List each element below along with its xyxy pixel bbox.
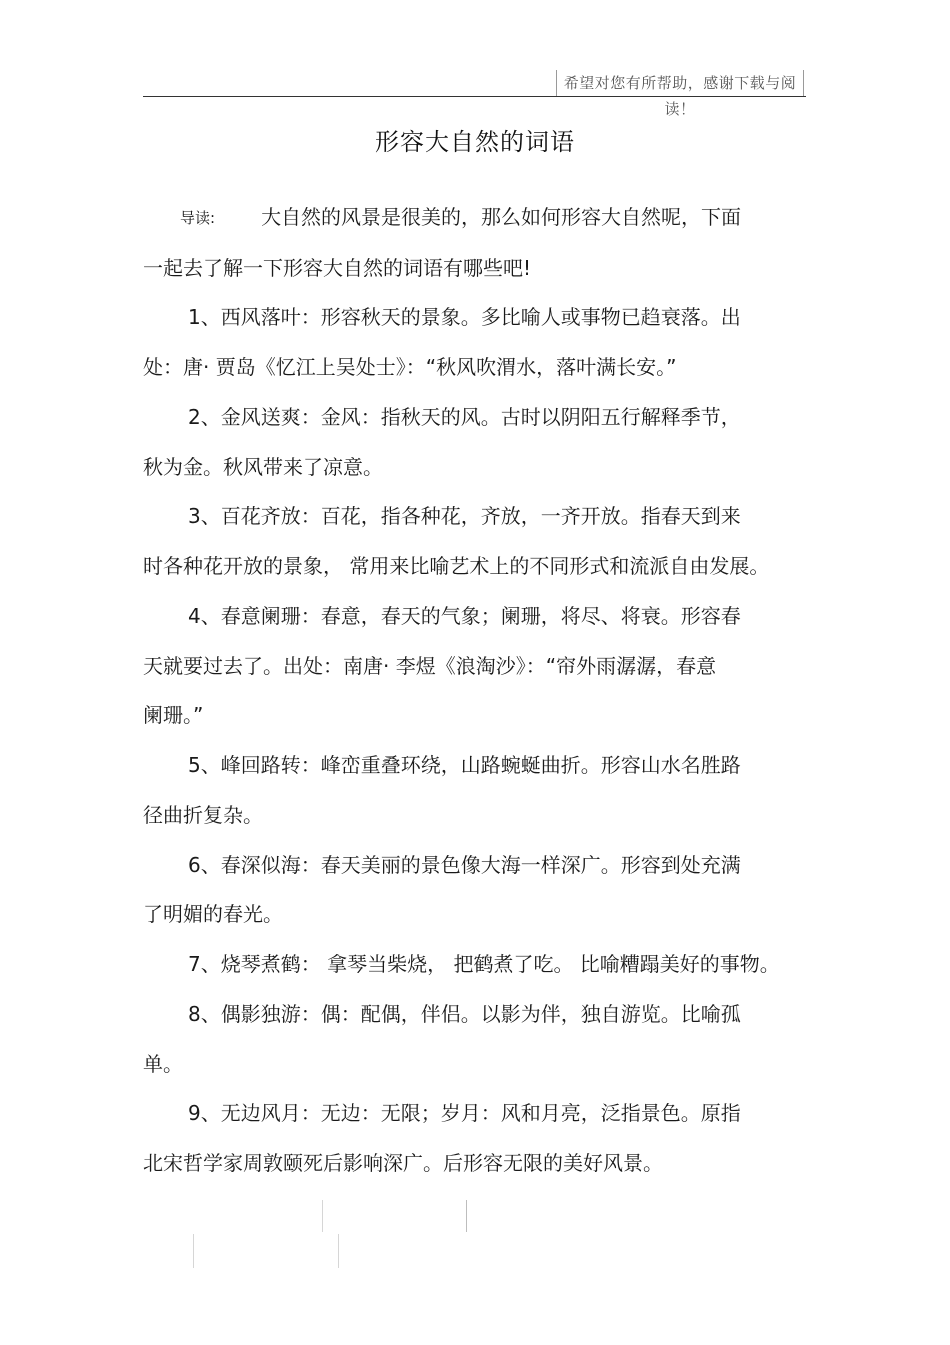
body-line-3: 2、金风送爽：金风：指秋天的风。古时以阴阳五行解释季节， bbox=[188, 405, 741, 429]
body-line-11: 径曲折复杂。 bbox=[143, 803, 263, 827]
body-line-6: 时各种花开放的景象， 常用来比喻艺术上的不同形式和流派自由发展。 bbox=[143, 554, 770, 578]
body-line-12: 6、春深似海：春天美丽的景色像大海一样深广。形容到处充满 bbox=[188, 853, 741, 877]
intro-line-2: 一起去了解一下形容大自然的词语有哪些吧! bbox=[143, 256, 532, 280]
body-line-4: 秋为金。秋风带来了凉意。 bbox=[143, 455, 383, 479]
scan-mark bbox=[193, 1234, 194, 1268]
scan-mark bbox=[466, 1200, 467, 1232]
header-badge: 希望对您有所帮助，感谢下载与阅读！ bbox=[556, 70, 804, 96]
body-line-9: 阑珊。” bbox=[143, 703, 204, 727]
body-line-15: 8、偶影独游：偶：配偶，伴侣。以影为伴，独自游览。比喻孤 bbox=[188, 1002, 741, 1026]
body-line-8: 天就要过去了。出处：南唐· 李煜《浪淘沙》：“帘外雨潺潺，春意 bbox=[143, 654, 717, 678]
intro-line-1 bbox=[180, 202, 741, 234]
intro-text-1: 大自然的风景是很美的，那么如何形容大自然呢，下面 bbox=[261, 205, 742, 229]
scan-mark bbox=[338, 1234, 339, 1268]
body-line-7: 4、春意阑珊：春意，春天的气象；阑珊，将尽、将衰。形容春 bbox=[188, 604, 741, 628]
body-line-18: 北宋哲学家周敦颐死后影响深广。后形容无限的美好风景。 bbox=[143, 1151, 663, 1175]
body-line-13: 了明媚的春光。 bbox=[143, 902, 283, 926]
page-title: 形容大自然的词语 bbox=[375, 128, 575, 156]
scan-mark bbox=[322, 1200, 323, 1232]
body-line-1: 1、西风落叶：形容秋天的景象。多比喻人或事物已趋衰落。出 bbox=[188, 305, 741, 329]
body-line-16: 单。 bbox=[143, 1052, 183, 1076]
body-line-5: 3、百花齐放：百花，指各种花，齐放，一齐开放。指春天到来 bbox=[188, 504, 741, 528]
body-line-2: 处：唐· 贾岛《忆江上吴处士》：“秋风吹渭水，落叶满长安。” bbox=[143, 355, 677, 379]
body-line-10: 5、峰回路转：峰峦重叠环绕，山路蜿蜒曲折。形容山水名胜路 bbox=[188, 753, 741, 777]
intro-label: 导读: bbox=[180, 209, 216, 227]
body-line-17: 9、无边风月：无边：无限；岁月：风和月亮，泛指景色。原指 bbox=[188, 1101, 741, 1125]
body-line-14: 7、烧琴煮鹤： 拿琴当柴烧， 把鹤煮了吃。 比喻糟蹋美好的事物。 bbox=[188, 952, 780, 976]
header-rule bbox=[143, 96, 806, 97]
